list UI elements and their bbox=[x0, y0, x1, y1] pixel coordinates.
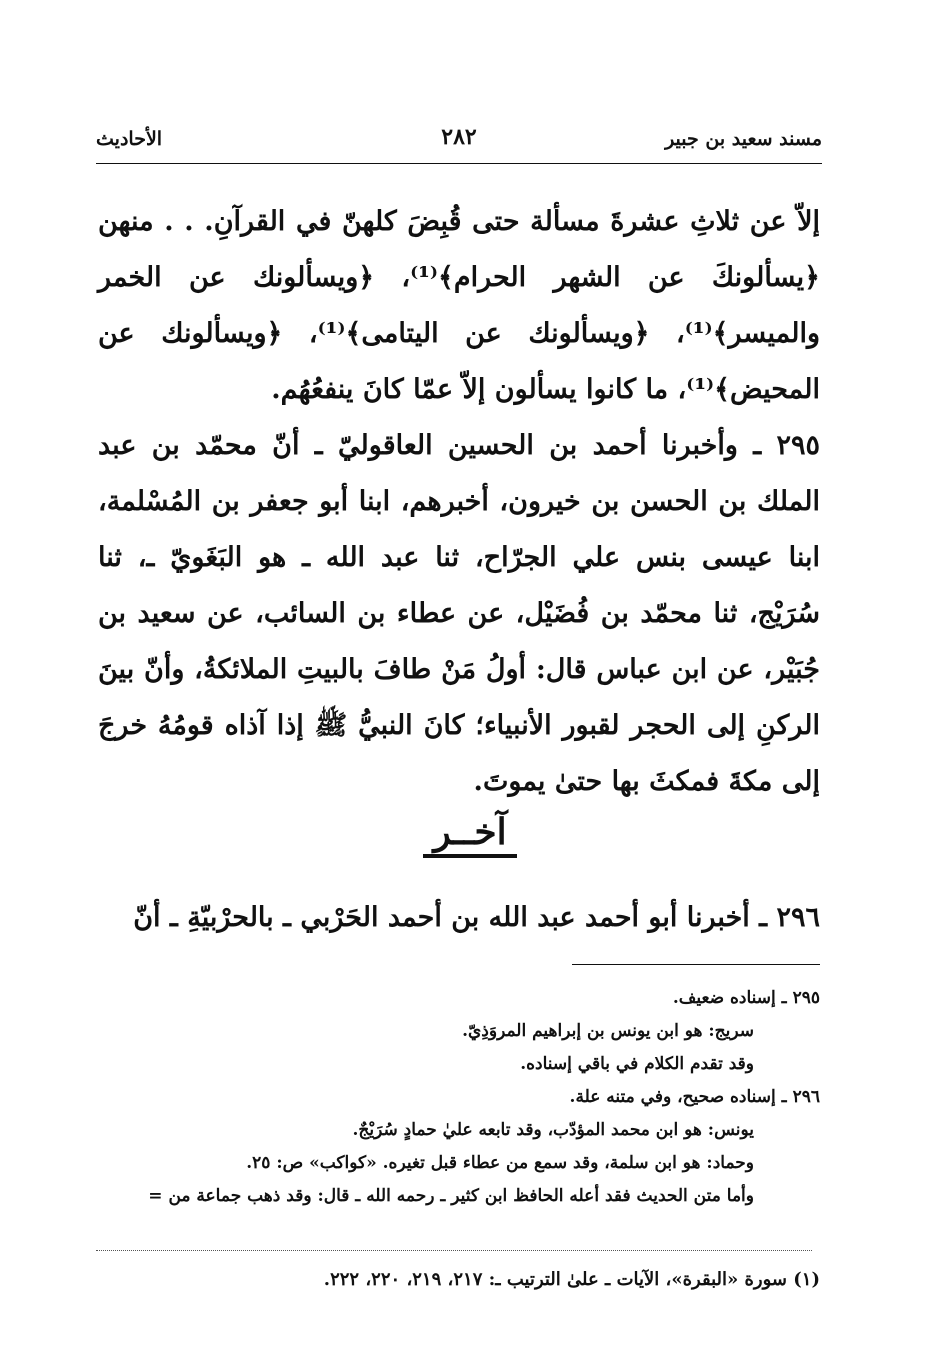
note-line: ٢٩٦ ـ إسناده صحيح، وفي متنه علة. bbox=[569, 1087, 820, 1107]
note-line: وحماد: هو ابن سلمة، وقد سمع من عطاء قبل تغيره. «كواكب» ص: ٢٥. bbox=[246, 1153, 754, 1173]
note-line: وأما متن الحديث فقد أعله الحافظ ابن كثير ـ رحمه الله ـ قال: وقد ذهب جماعة من = bbox=[148, 1186, 754, 1206]
paragraph-text: ٢٩٥ ـ وأخبرنا أحمد بن الحسين العاقوليّ ـ أنّ محمّد بن عبد الملك بن الحسن بن خيرون، أخبرهم، ابنا أبو جعفر بن المُسْلمة، ابنا عيسى بنس علي الجرّاح، ثنا عبد الله ـ هو البَغَويّ ـ، ثنا سُرَيْج، ثنا محمّد بن فُضَيْل، عن عطاء بن السائب، عن سعيد بن جُبَيْر، عن ابن عباس قال: أولُ مَنْ طافَ بالبيتِ الملائكةُ، وأنّ بينَ الركنِ إلى الحجر لقبور الأنبياء؛ كانَ النبيُّ ﷺ إذا آذاه قومُهُ خرجَ إلى مكةَ فمكثَ بها حتىٰ يموتَ. bbox=[98, 430, 820, 797]
hadith-295 bbox=[98, 418, 820, 810]
paragraph-continuation bbox=[98, 194, 820, 418]
note-line: يونس: هو ابن محمد المؤدّب، وقد تابعه عليٰ حمادٍ سُرَيْجٌ. bbox=[352, 1120, 754, 1140]
hadith-296 bbox=[98, 890, 820, 946]
commentary-notes bbox=[78, 982, 820, 1213]
section-heading-text: آخــر bbox=[423, 810, 516, 858]
page-header bbox=[96, 124, 822, 164]
header-divider bbox=[96, 163, 822, 164]
footnote: (١) سورة «البقرة»، الآيات ـ علىٰ الترتيب ـ: ٢١٧، ٢١٩، ٢٢٠، ٢٢٢. bbox=[323, 1269, 820, 1290]
book-title: مسند سعيد بن جبير bbox=[665, 128, 822, 150]
note-line: سريج: هو ابن يونس بن إبراهيم المروَذِيّ. bbox=[462, 1021, 754, 1041]
paragraph-text: ٢٩٦ ـ أخبرنا أبو أحمد عبد الله بن أحمد الحَرْبي ـ بالحرْبيّةِ ـ أنّ bbox=[133, 902, 820, 933]
notes-divider bbox=[572, 964, 820, 965]
page-number: ٢٨٢ bbox=[441, 124, 477, 150]
footnote-divider bbox=[96, 1250, 812, 1251]
section-name: الأحاديث bbox=[96, 128, 163, 150]
paragraph-text: إلاّ عن ثلاثِ عشرةَ مسألة حتى قُبِضَ كلهنّ في القرآنِ. . . منهن ﴿يسألونكَ عن الشهر الحرام﴾⁽¹⁾، ﴿ويسألونك عن الخمر والميسر﴾⁽¹⁾، ﴿ويسألونك عن اليتامى﴾⁽¹⁾، ﴿ويسألونك عن المحيض﴾⁽¹⁾، ما كانوا يسألون إلاّ عمّا كانَ ينفعُهُم. bbox=[98, 206, 820, 405]
section-heading bbox=[0, 810, 940, 858]
note-line: وقد تقدم الكلام في باقي إسناده. bbox=[520, 1054, 754, 1074]
note-line: ٢٩٥ ـ إسناده ضعيف. bbox=[672, 988, 820, 1008]
